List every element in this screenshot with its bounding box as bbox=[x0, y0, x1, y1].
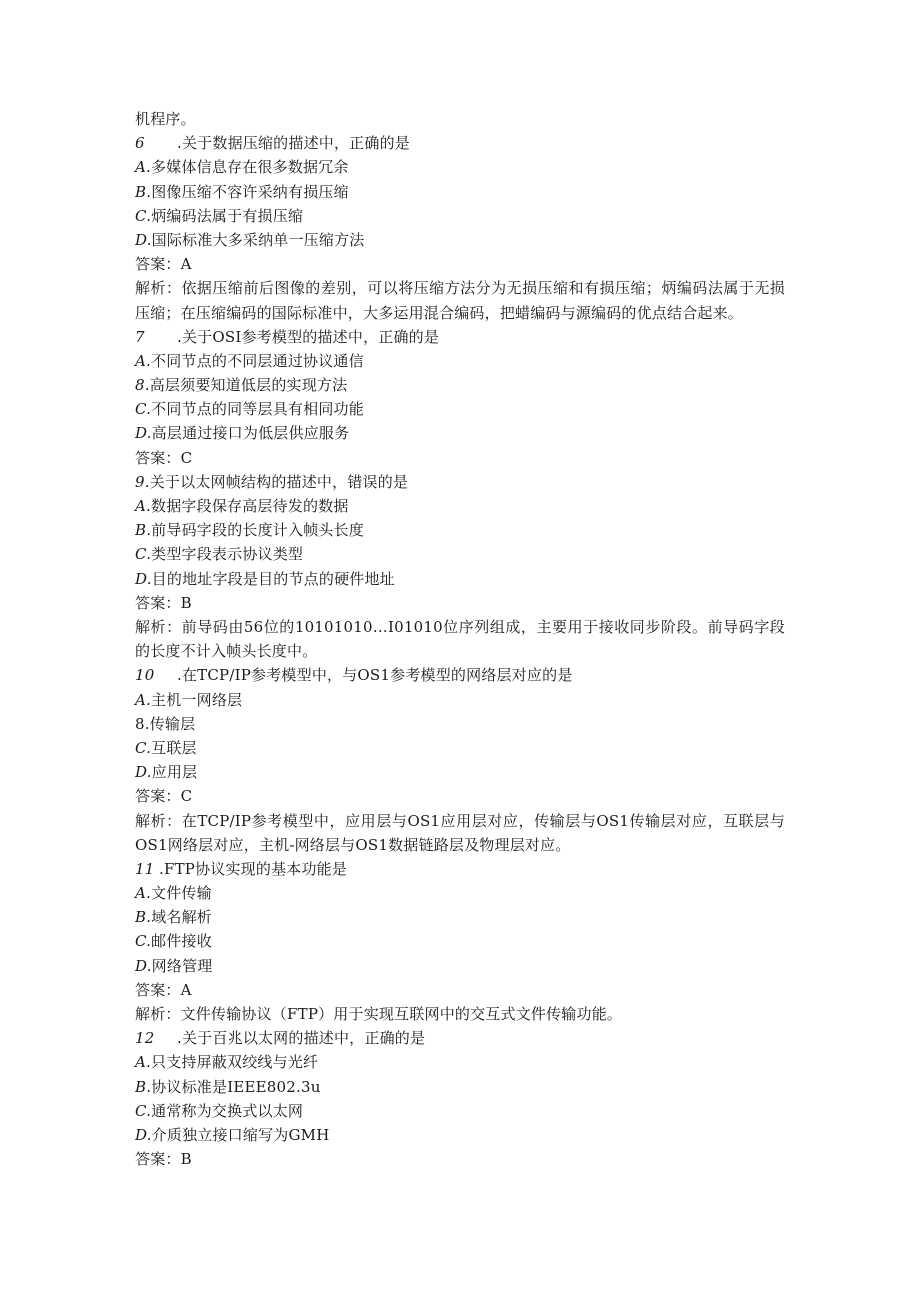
option-letter: D. bbox=[135, 569, 152, 588]
option-text: 应用层 bbox=[151, 763, 198, 782]
question-number: 9. bbox=[135, 472, 150, 491]
answer: 答案：C bbox=[135, 448, 193, 467]
question-stem: .FTP协议实现的基本功能是 bbox=[159, 859, 348, 878]
option-letter: A. bbox=[135, 351, 152, 370]
option-letter: C. bbox=[135, 932, 152, 951]
option-text: 互联层 bbox=[151, 738, 197, 757]
question-number: 11 bbox=[135, 859, 155, 878]
question-7 bbox=[135, 325, 785, 349]
option-letter: B. bbox=[135, 182, 152, 201]
option-a bbox=[135, 349, 785, 373]
analysis: 解析：文件传输协议（FTP）用于实现互联网中的交互式文件传输功能。 bbox=[135, 1005, 623, 1024]
question-stem: .关于OSI参考模型的描述中，正确的是 bbox=[177, 327, 440, 346]
option-text: 多媒体信息存在很多数据冗余 bbox=[151, 158, 349, 177]
answer: 答案：A bbox=[135, 255, 192, 274]
option-d bbox=[135, 228, 785, 252]
option-letter: D. bbox=[135, 424, 152, 443]
option-text: 传输层 bbox=[149, 714, 196, 733]
option-text: 文件传输 bbox=[151, 884, 212, 903]
option-b bbox=[135, 905, 785, 929]
option-text: 高层通过接口为低层供应服务 bbox=[151, 424, 350, 443]
option-text: 协议标准是IEEE802.3u bbox=[151, 1077, 321, 1096]
option-a bbox=[135, 155, 785, 179]
question-number: 10 bbox=[135, 666, 155, 685]
option-letter: A. bbox=[135, 690, 152, 709]
option-letter: D. bbox=[135, 1125, 152, 1144]
option-letter: A. bbox=[135, 158, 152, 177]
option-d bbox=[135, 567, 785, 591]
option-text: 通常称为交换式以太网 bbox=[151, 1101, 304, 1120]
option-c bbox=[135, 929, 785, 953]
option-b bbox=[135, 373, 785, 397]
option-text: 不同节点的同等层具有相同功能 bbox=[151, 400, 364, 419]
option-text: 目的地址字段是目的节点的硬件地址 bbox=[151, 569, 395, 588]
question-number: 12 bbox=[135, 1029, 155, 1048]
option-a bbox=[135, 1050, 785, 1074]
option-letter: 8. bbox=[135, 376, 150, 395]
option-c bbox=[135, 1099, 785, 1123]
option-text: 介质独立接口缩写为GMH bbox=[151, 1125, 330, 1144]
option-c bbox=[135, 204, 785, 228]
option-letter: B. bbox=[135, 521, 152, 540]
question-number: 7 bbox=[135, 327, 145, 346]
option-d bbox=[135, 760, 785, 784]
option-text: 数据字段保存高层待发的数据 bbox=[151, 497, 349, 516]
option-a bbox=[135, 494, 785, 518]
option-letter: C. bbox=[135, 738, 152, 757]
option-letter: D. bbox=[135, 763, 152, 782]
answer: 答案：A bbox=[135, 980, 192, 999]
analysis: 解析：前导码由56位的10101010…I01010位序列组成，主要用于接收同步阶段。前导码字段的长度不计入帧头长度中。 bbox=[135, 617, 785, 661]
option-d bbox=[135, 954, 785, 978]
question-10 bbox=[135, 663, 785, 687]
option-text: 域名解析 bbox=[151, 908, 213, 927]
option-text: 炳编码法属于有损压缩 bbox=[151, 206, 304, 225]
option-letter: D. bbox=[135, 230, 152, 249]
option-letter: A. bbox=[135, 1053, 152, 1072]
option-letter: B. bbox=[135, 908, 152, 927]
option-text: 类型字段表示协议类型 bbox=[151, 545, 304, 564]
option-b bbox=[135, 518, 785, 542]
option-letter: A. bbox=[135, 884, 152, 903]
option-letter: D. bbox=[135, 956, 152, 975]
option-letter: C. bbox=[135, 400, 152, 419]
option-d bbox=[135, 1123, 785, 1147]
option-text: 邮件接收 bbox=[151, 932, 212, 951]
option-text: 国际标准大多采纳单一压缩方法 bbox=[151, 230, 365, 249]
answer: 答案：B bbox=[135, 593, 192, 612]
option-c bbox=[135, 736, 785, 760]
answer: 答案：B bbox=[135, 1150, 192, 1169]
option-letter: A. bbox=[135, 497, 152, 516]
option-text: 主机一网络层 bbox=[151, 690, 243, 709]
question-stem: .关于数据压缩的描述中，正确的是 bbox=[177, 134, 410, 153]
option-b bbox=[135, 712, 785, 736]
option-b bbox=[135, 180, 785, 204]
question-12 bbox=[135, 1026, 785, 1050]
option-letter: C. bbox=[135, 206, 152, 225]
option-text: 图像压缩不容许采纳有损压缩 bbox=[151, 182, 349, 201]
option-b bbox=[135, 1075, 785, 1099]
question-stem: .在TCP/IP参考模型中，与OS1参考模型的网络层对应的是 bbox=[177, 666, 573, 685]
option-d bbox=[135, 421, 785, 445]
option-letter: C. bbox=[135, 545, 152, 564]
question-9 bbox=[135, 470, 785, 494]
option-text: 前导码字段的长度计入帧头长度 bbox=[151, 521, 365, 540]
option-letter: B. bbox=[135, 1077, 152, 1096]
answer: 答案：C bbox=[135, 787, 193, 806]
question-11 bbox=[135, 857, 785, 881]
option-letter: C. bbox=[135, 1101, 152, 1120]
continuation-line: 机程序。 bbox=[135, 110, 196, 128]
question-stem: .关于百兆以太网的描述中，正确的是 bbox=[177, 1029, 426, 1048]
option-a bbox=[135, 881, 785, 905]
option-c bbox=[135, 397, 785, 421]
question-6 bbox=[135, 131, 785, 155]
question-number: 6 bbox=[135, 134, 145, 153]
document-page bbox=[135, 107, 785, 1171]
option-text: 只支持屏蔽双绞线与光纤 bbox=[151, 1053, 319, 1072]
analysis: 解析：依据压缩前后图像的差别，可以将压缩方法分为无损压缩和有损压缩；炳编码法属于无损压缩；在压缩编码的国际标准中，大多运用混合编码，把蜡编码与源编码的优点结合起来。 bbox=[135, 279, 785, 322]
analysis: 解析：在TCP/IP参考模型中，应用层与OS1应用层对应，传输层与OS1传输层对应，互联层与OS1网络层对应，主机-网络层与OS1数据链路层及物理层对应。 bbox=[135, 811, 785, 854]
option-a bbox=[135, 688, 785, 712]
option-letter: 8. bbox=[135, 714, 150, 733]
option-text: 网络管理 bbox=[151, 956, 213, 975]
option-text: 高层须要知道低层的实现方法 bbox=[149, 376, 348, 395]
option-c bbox=[135, 542, 785, 566]
option-text: 不同节点的不同层通过协议通信 bbox=[151, 351, 364, 370]
question-stem: 关于以太网帧结构的描述中，错误的是 bbox=[149, 472, 409, 491]
